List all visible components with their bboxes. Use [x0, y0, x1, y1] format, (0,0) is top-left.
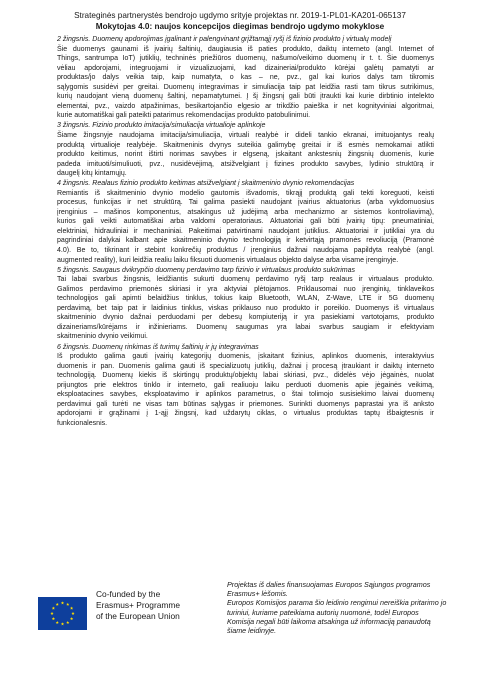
- paragraph-line: kurios gali veikti automatiškai arba valdomi operatoriaus. Aktuatoriai gali būti įvairių tipų: pneumatiniai,: [57, 218, 434, 226]
- paragraph-line: eksploatacines savybes, eksploatavimo ir aplinkos parametrus, o štai tolimojo susisiekimo laivai duomenų: [57, 391, 434, 399]
- paragraph-line: padeda imituoti/simuliuoti, pvz., nusidėvėjimą, atsižvelgiant į fizines produkto savybes, lydinio struktūrą ir: [57, 160, 434, 168]
- header-project-line: Strateginės partnerystės bendrojo ugdymo srityje projektas nr. 2019-1-PL01-KA201-065137: [74, 11, 406, 20]
- paragraph-line: sąlygomis susidėvi per greitai. Duomenų integravimas ir simuliacija taip pat leidžia rasti tam tikrus sutrikimus,: [57, 83, 434, 91]
- step-heading: 3 žingsnis. Fizinio produkto imitacija/simuliacija virtualioje aplinkoje: [57, 122, 266, 130]
- paragraph-line: augmented reality), kuri leidžia realiu laiku fiksuoti duomenis virtualaus objekto dalyse arba visame įrenginyje.: [57, 256, 399, 264]
- document-body: [57, 35, 434, 429]
- disclaimer-line: šiame leidinyje.: [227, 626, 277, 636]
- step-heading: 4 žingsnis. Realaus fizinio produkto keitimas atsižvelgiant į skaitmeninio dvynio rekomendacijas: [57, 180, 355, 188]
- paragraph-line: Tai labai svarbus žingsnis, leidžiantis sukurti duomenų perdavimo ryšį tarp realaus ir virtualaus produkto.: [57, 276, 434, 284]
- paragraph-line: skaitmeninio dvynio veikimui.: [57, 333, 148, 341]
- paragraph-line: kurių naudojant vieną duomenų šaltinį, nepamatytumei. Į šį žingsnį gali būti įtraukti kai kurie dirbtinio intelekto: [57, 93, 434, 101]
- paragraph-line: vėliau apdorojami, integruojami ir vizualizuojami, kad dizaineriai/produkto kūrėjai galėtų pamatyti ar: [57, 64, 434, 72]
- paragraph-line: Remiantis iš skaitmeninio dvynio modelio gautomis išvadomis, tikrąjį produktą gali tekti koreguoti, keisti: [57, 189, 434, 197]
- funding-disclaimer: [227, 580, 447, 635]
- eu-cofunded-logo-text: [96, 589, 180, 621]
- page-header: [30, 10, 450, 32]
- paragraph-line: perdavimui gali turėti ne visas tam būtinas sąlygas ir priemones. Surinkti duomenys paprastai yra iš anksto: [57, 400, 434, 408]
- body-paragraph: [57, 352, 434, 428]
- paragraph-line: elektriniai, hidrauliniai ir mechaniniai. Pakeitimai patvirtinami naudojant jutiklius. Aktuatoriai ir jutikliai yra du: [57, 227, 434, 235]
- paragraph-line: produkto keitimus, norint ištirti norimas savybes ir elgseną, įskaitant ankstesnių žingsnių duomenis, kurie: [57, 151, 434, 159]
- header-title: Mokytojas 4.0: naujos koncepcijos diegimas bendrojo ugdymo mokyklose: [95, 22, 385, 31]
- step-heading: 2 žingsnis. Duomenų apdorojimas įgalinant ir palengvinant grįžtamąjį ryšį iš fizinio produkto į virtualų modelį: [57, 36, 392, 43]
- paragraph-line: Šie duomenys gaunami iš įvairių šaltinių, daugiausia iš paties produkto, daiktų interneto (angl. Internet of: [57, 45, 434, 53]
- eu-logo-line: Co-funded by the: [96, 589, 161, 599]
- paragraph-line: produktas/jo dalys veikia taip, kaip numatyta, o kas – ne, pvz., gal kai kurios dalys tam tikromis: [57, 74, 434, 82]
- body-paragraph: [57, 275, 434, 342]
- paragraph-line: 4.0). Be to, tikrinant ir stebint konkrečių produktus / įrenginius dažnai naudojama papildyta realybė (angl.: [57, 247, 434, 255]
- paragraph-line: technologiją. Duomenų kiekis iš skirtingų produktų/objektų labai skiriasi, pvz., didelės vėjo jėgainės, nuolat: [57, 372, 434, 380]
- body-paragraph: [57, 45, 434, 121]
- paragraph-line: perdavimą, bet taip pat ir laidinius tinklus, viskas priklauso nuo produkto ir poreikio. Duomenys iš virtualaus: [57, 304, 434, 312]
- eu-logo-line: of the European Union: [96, 610, 180, 621]
- step-heading: 6 žingsnis. Duomenų rinkimas iš turimų šaltinių ir jų integravimas: [57, 343, 259, 351]
- paragraph-line: Things, santrumpa IoT) jutiklių, techninės priežiūros duomenų, našumo/veikimo duomenų ir t. t. Šie duomenys: [57, 55, 434, 63]
- paragraph-line: Galimos perdavimo priemonės skiriasi ir yra aktyviai plėtojamos. Priklausomai nuo įrenginių, tinklaveikos: [57, 285, 434, 293]
- paragraph-line: apdorojami ir grąžinami į 1-ąjį žingsnį, kad uždarytų ciklas, o virtualus produktas taptų išbaigtesnis ir: [57, 410, 434, 418]
- paragraph-line: įrenginius – mašinos komponentus, atsakingus už judėjimą arba mechanizmo ar sistemos kontroliavimą),: [57, 208, 434, 216]
- paragraph-line: Iš produkto galima gauti įvairių kategorijų duomenis, įskaitant fizinius, aplinkos duomenis, interaktyvius: [57, 353, 434, 361]
- body-paragraph: [57, 131, 434, 179]
- paragraph-line: dizaineriams/kūrėjams ir inžinieriams. Duomenų saugumas yra labai svarbus saugiam ir efektyviam: [57, 323, 434, 331]
- paragraph-line: pagrindiniai dalykai kalbant apie skaitmeninio dvynio technologiją ir ketvirtąją pramonės revoliuciją (Pramonė: [57, 237, 434, 245]
- paragraph-line: skaitmeninio dvynio dažnai perduodami per debesų kompiuteriją ir yra pasiekiami vartotojams, produkto: [57, 314, 434, 322]
- paragraph-line: kurie automatiškai gali pateikti patarimus rekomendacijas produkto patobulinimui.: [57, 112, 311, 120]
- disclaimer-line: Komisija negali būti laikoma atsakinga už informaciją panaudotą: [227, 616, 431, 626]
- paragraph-line: procesus, funkcijas ir net struktūrą. Tai galima pasiekti naudojant įvairius aktuatorius (arba vykdomuosius: [57, 199, 434, 207]
- disclaimer-line: Europos Komisijos parama šio leidinio rengimui nereiškia pritarimo jo: [227, 598, 447, 608]
- paragraph-line: elementai, pvz., vaizdo atpažinimas, besikartojančio elgesio ar trikdžio paieška ir net kognityviniai algoritmai,: [57, 102, 434, 110]
- paragraph-line: funkcionalesnis.: [57, 419, 108, 427]
- disclaimer-line: Erasmus+ lėšomis.: [227, 589, 288, 599]
- paragraph-line: prijungtos prie elektros tinklo ir interneto, gali realiuoju laiku perduoti duomenis apie jėgainės veikimą,: [57, 381, 434, 389]
- paragraph-line: Šiame žingsnyje naudojama imitacija/simuliacija, virtuali realybė ir dideli tankio ekranai, imituojantys realų: [57, 131, 434, 139]
- eu-flag-icon: [38, 597, 87, 630]
- paragraph-line: technologijos gali apimti belaidžius tinklus, tokius kaip Bluetooth, WLAN, Z-Wave, LTE ir 5G duomenų: [57, 295, 434, 303]
- disclaimer-line: Projektas iš dalies finansuojamas Europos Sąjungos programos: [227, 580, 431, 589]
- disclaimer-line: turiniui, kuriame pateikiama autorių nuomonė, todėl Europos: [227, 607, 419, 617]
- paragraph-line: duomenis ir pan. Duomenis galima gauti iš specializuotų jutiklių, dažnai į procesą įtraukiant ir daiktų interneto: [57, 362, 434, 370]
- paragraph-line: daugelį kitų kintamųjų.: [57, 170, 127, 178]
- body-paragraph: [57, 189, 434, 265]
- paragraph-line: produktą virtualioje realybėje. Skaitmeninis dvynys suteikia galimybę greitai ir iš esmės nemokamai atlikti: [57, 141, 434, 149]
- page-footer: [28, 579, 452, 671]
- eu-logo-line: Erasmus+ Programme: [96, 599, 181, 610]
- step-heading: 5 žingsnis. Saugaus dvikrypčio duomenų perdavimo tarp fizinio ir virtualaus produkto sukūrimas: [57, 266, 356, 274]
